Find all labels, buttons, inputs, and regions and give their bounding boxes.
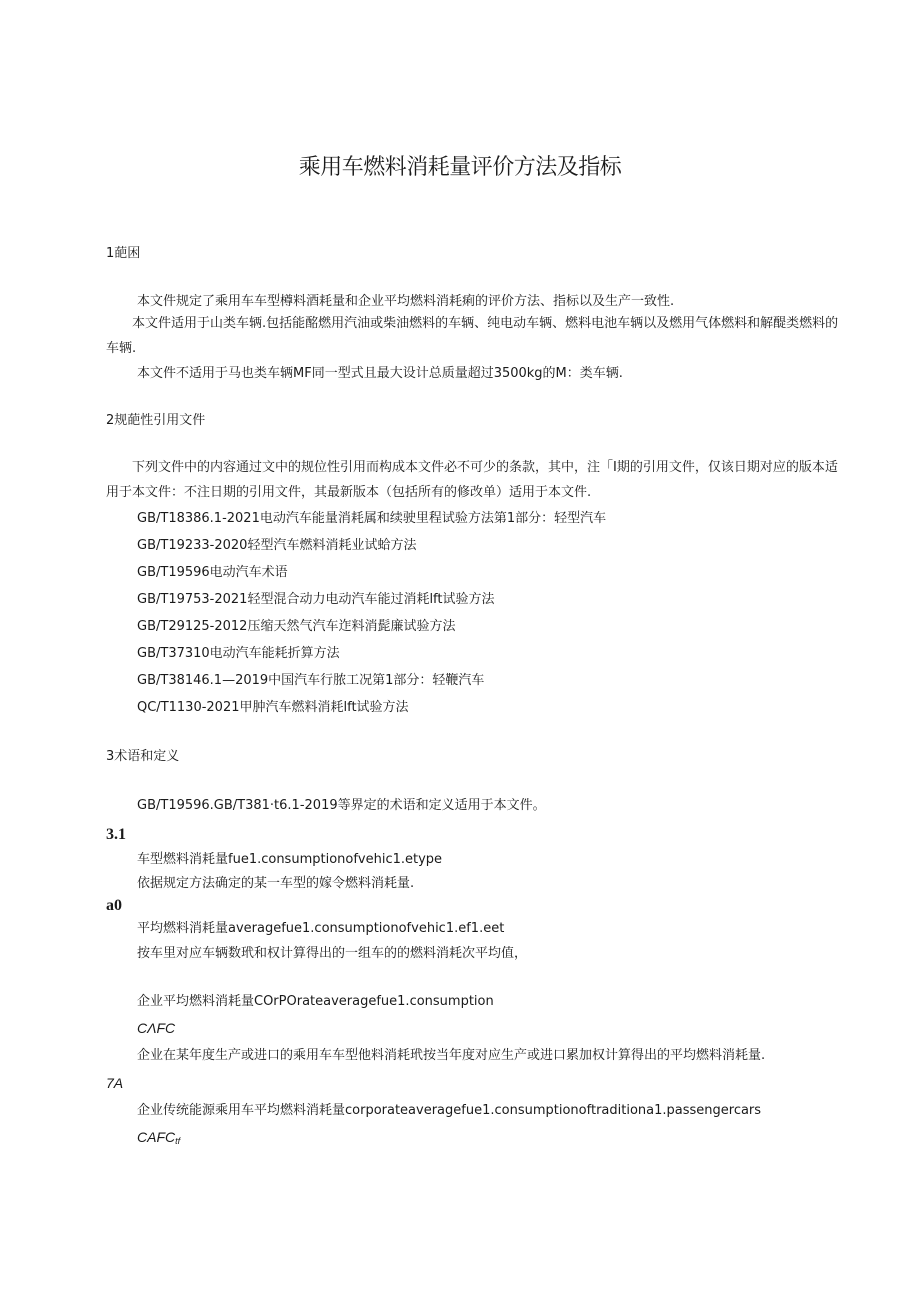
section-3-heading: 3术语和定义: [106, 749, 180, 764]
term-number: a0: [106, 897, 122, 914]
term-abbreviation-subscript: tf: [175, 1136, 181, 1146]
reference-item: GB/T29125-2012压缩天然气汽车迮料消髭廉试验方法: [137, 619, 456, 634]
reference-item: GB/T19596电动汽车术语: [137, 565, 288, 580]
term-definition: 按车里对应车辆数玳和权计算得出的一组车的的燃料消耗次平均值，: [137, 946, 528, 961]
term-number: 3.1: [106, 826, 126, 843]
page-title: 乘用车燃料消耗量评价方法及指标: [298, 155, 622, 180]
reference-item: GB/T37310电动汽车能耗折算方法: [137, 646, 340, 661]
term-definition: 依据规定方法确定的某一车型的嫁令燃料消耗量.: [137, 876, 415, 891]
term-abbreviation: [137, 1128, 180, 1150]
term-abbreviation-main: CAFC: [137, 1129, 176, 1145]
section-2-heading: 2规葩性引用文件: [106, 413, 206, 428]
term-name: 车型燃料消耗量fue1.consumptionofvehic1.etype: [137, 852, 443, 867]
reference-item: GB/T38146.1—2019中国汽车行脓工况第1部分：轻鞭汽车: [137, 673, 485, 688]
section-1-heading: 1葩困: [106, 246, 141, 261]
term-number: 7A: [106, 1075, 124, 1091]
term-abbreviation: CΛFC: [137, 1020, 176, 1036]
reference-item: QC/T1130-2021甲肿汽车燃料消耗lft试验方法: [137, 700, 409, 715]
reference-item: GB/T19753-2021轻型混合动力电动汽车能过消耗lft试验方法: [137, 592, 495, 607]
section-1-paragraph-3: 本文件不适用于马也类车辆MF同一型式且最大设计总质量超过3500kg的M：类车辆.: [137, 366, 623, 381]
section-1-paragraph-1: 本文件规定了乘用车车型樽料酒耗量和企业平均燃料消耗痢的评价方法、指标以及生产一致性.: [137, 294, 675, 309]
reference-item: GB/T19233-2020轻型汽车燃料消耗业试蛤方法: [137, 538, 417, 553]
reference-item: GB/T18386.1-2021电动汽车能量消耗属和续驶里程试验方法第1部分：轻型汽车: [137, 511, 607, 526]
section-1-paragraph-2: 本文件适用于山类车辆.包括能酩燃用汽油或柴油燃料的车辆、纯电动车辆、燃料电池车辆以及燃用气体燃料和解醍类燃料的车辆.: [106, 316, 839, 356]
term-name: 企业平均燃料消耗量COrPOrateaveragefue1.consumption: [137, 994, 494, 1009]
term-definition: 企业在某年度生产或进口的乘用车车型他料消耗玳按当年度对应生产或进口累加权计算得出的平均燃料消耗量.: [137, 1048, 766, 1063]
term-name: 平均燃料消耗量averagefue1.consumptionofvehic1.ef1.eet: [137, 921, 505, 936]
section-3-intro: GB/T19596.GB/T381·t6.1-2019等界定的术语和定义适用于本文件。: [137, 798, 546, 813]
section-2-intro: 下列文件中的内容通过文中的规位性引用而构成本文件必不可少的条款，其中，注「I期的引用文件，仅该日期对应的版本适用于本文件：不注日期的引用文件，其最新版本（包括所有的修改单）适用于本文件.: [106, 460, 838, 500]
term-name: 企业传统能源乘用车平均燃料消耗量corporateaveragefue1.consumptionoftraditiona1.passengercars: [137, 1103, 762, 1118]
